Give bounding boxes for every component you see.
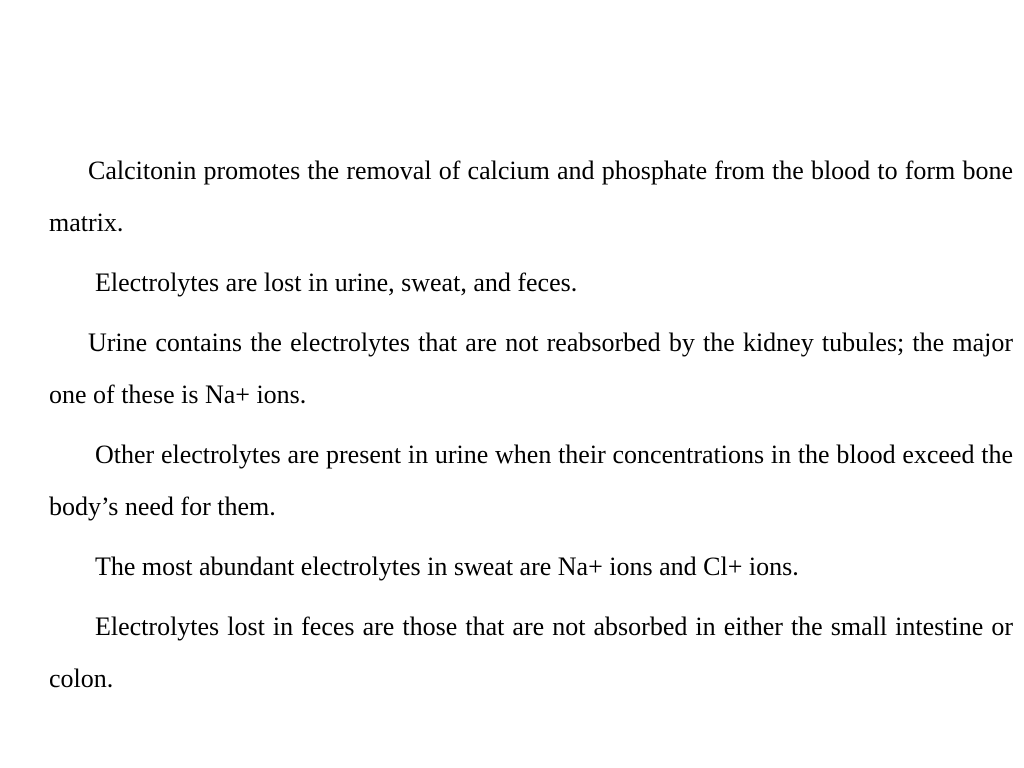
paragraph-calcitonin: Calcitonin promotes the removal of calcium and phosphate from the blood to form bone matrix. — [49, 156, 1013, 237]
paragraph-other-electrolytes: Other electrolytes are present in urine when their concentrations in the blood exceed the body’s need for them. — [49, 440, 1013, 521]
paragraph-urine: Urine contains the electrolytes that are not reabsorbed by the kidney tubules; the major one of these is Na+ ions. — [49, 328, 1013, 409]
paragraph-electrolytes-lost: Electrolytes are lost in urine, sweat, and feces. — [95, 268, 578, 297]
paragraph-sweat: The most abundant electrolytes in sweat are Na+ ions and Cl+ ions. — [95, 552, 799, 581]
paragraph-feces: Electrolytes lost in feces are those that are not absorbed in either the small intestine or colon. — [49, 612, 1013, 693]
slide-body — [49, 145, 1013, 713]
